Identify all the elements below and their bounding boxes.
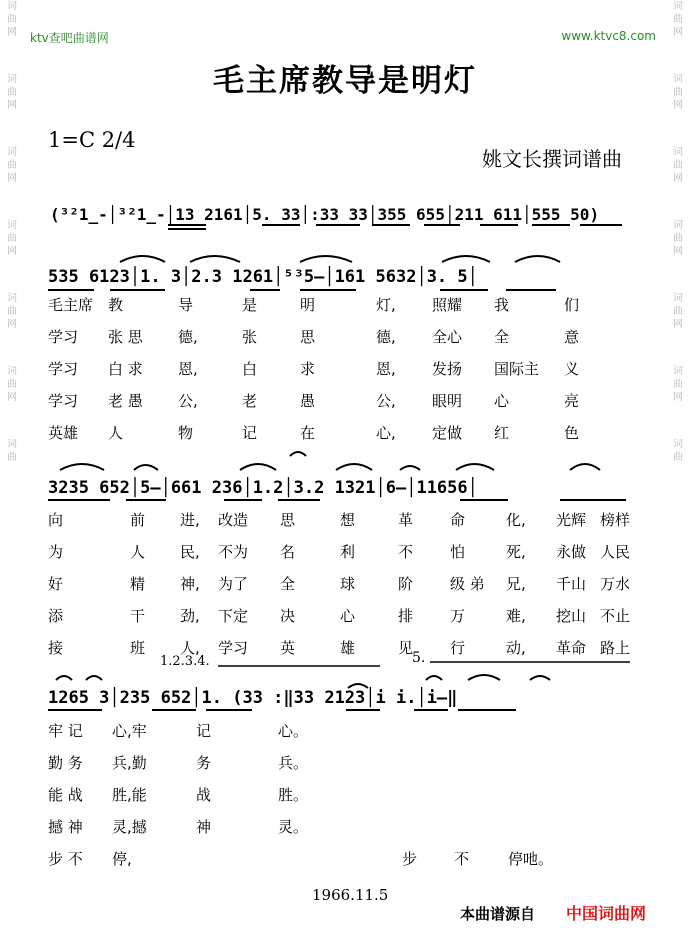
lyric-syllable: 添 [48, 607, 64, 625]
lyric-syllable: 神, [180, 575, 200, 593]
lyric-syllable: 不止 [600, 607, 631, 625]
lyric-syllable: 球 [340, 575, 356, 593]
lyric-syllable: 兵,勤 [112, 754, 147, 772]
watermark-char: 词 [673, 74, 683, 85]
lyric-syllable: 下定 [218, 607, 249, 625]
lyric-syllable: 英 [280, 639, 296, 657]
lyric-syllable: 步 不 [48, 850, 83, 868]
lyric-syllable: 利 [340, 543, 356, 561]
lyric-syllable: 恩, [376, 360, 396, 378]
watermark-char: 曲 [673, 160, 683, 171]
lyric-syllable: 明 [300, 296, 316, 314]
lyric-syllable: 难, [506, 607, 526, 625]
lyric-syllable: 牢 记 [48, 722, 83, 740]
watermark-char: 词 [673, 366, 683, 377]
key-time-signature: 1=C 2/4 [48, 128, 136, 152]
lyric-syllable: 全 [280, 575, 296, 593]
watermark-char: 词 [7, 220, 17, 231]
lyric-syllable: 心,牢 [112, 722, 147, 740]
lyric-syllable: 公, [376, 392, 396, 410]
lyric-syllable: 阶 [398, 575, 414, 593]
lyric-syllable: 神 [196, 818, 212, 836]
lyric-syllable: 胜,能 [112, 786, 147, 804]
lyric-syllable: 定做 [432, 424, 463, 442]
watermark-char: 网 [7, 392, 17, 403]
watermark-char: 词 [673, 439, 683, 450]
lyric-syllable: 学习 [48, 328, 79, 346]
lyric-syllable: 万 [450, 607, 466, 625]
watermark-char: 词 [7, 74, 17, 85]
lyric-syllable: 灵,撼 [112, 818, 147, 836]
watermark-char: 曲 [7, 306, 17, 317]
lyric-syllable: 命 [450, 511, 466, 529]
lyric-syllable: 意 [564, 328, 580, 346]
lyric-syllable: 白 [242, 360, 258, 378]
lyric-syllable: 死, [506, 543, 526, 561]
lyric-syllable: 灵。 [278, 818, 309, 836]
lyric-syllable: 老 愚 [108, 392, 143, 410]
lyric-syllable: 化, [506, 511, 526, 529]
watermark-char: 曲 [673, 306, 683, 317]
site-name-left[interactable]: ktv查吧曲谱网 [30, 31, 109, 45]
lyric-syllable: 人民 [600, 543, 631, 561]
lyric-syllable: 导 [178, 296, 194, 314]
lyric-syllable: 为了 [218, 575, 249, 593]
lyric-syllable: 心。 [278, 722, 309, 740]
lyric-syllable: 好 [48, 575, 64, 593]
lyric-syllable: 战 [196, 786, 212, 804]
lyric-syllable: 记 [196, 722, 212, 740]
lyric-syllable: 排 [398, 607, 414, 625]
lyric-syllable: 英雄 [48, 424, 79, 442]
watermark-char: 网 [7, 319, 17, 330]
author-credit: 姚文长撰词谱曲 [482, 147, 622, 171]
watermark-char: 曲 [7, 452, 17, 463]
lyric-syllable: 心 [494, 392, 510, 410]
lyric-syllable: 班 [130, 639, 146, 657]
watermark-char: 词 [7, 366, 17, 377]
lyric-syllable: 人, [180, 639, 200, 657]
lyric-syllable: 人 [130, 543, 146, 561]
lyric-syllable: 永做 [556, 543, 587, 561]
lyric-syllable: 白 求 [108, 360, 143, 378]
watermark-char: 词 [673, 1, 683, 12]
lyric-syllable: 路上 [600, 639, 631, 657]
lyric-syllable: 向 [48, 511, 64, 529]
lyric-syllable: 人 [108, 424, 124, 442]
watermark-char: 曲 [673, 14, 683, 25]
notation-intro: (³²1̲-│³²1̲-│13 2161│5. 33│:33 33│355 655│211 611│555 50) [50, 205, 600, 224]
lyric-syllable: 勤 务 [48, 754, 83, 772]
lyric-syllable: 挖山 [556, 607, 587, 625]
watermark-char: 曲 [673, 87, 683, 98]
watermark-char: 网 [7, 100, 17, 111]
lyric-syllable: 榜样 [600, 511, 631, 529]
lyric-syllable: 学习 [48, 360, 79, 378]
lyric-syllable: 老 [242, 392, 258, 410]
lyric-syllable: 记 [242, 424, 258, 442]
lyric-syllable: 行 [450, 639, 466, 657]
site-url-right[interactable]: www.ktvc8.com [561, 29, 656, 43]
watermark-char: 词 [673, 147, 683, 158]
watermark-char: 曲 [7, 233, 17, 244]
watermark-char: 网 [673, 392, 683, 403]
notation-row-3: 1265 3│235 652│1. (33 :‖33 2123│i i.│i—‖ [48, 688, 458, 708]
lyric-syllable: 级 弟 [450, 575, 485, 593]
lyric-syllable: 们 [564, 296, 580, 314]
lyric-syllable: 为 [48, 543, 64, 561]
lyric-syllable: 思 [300, 328, 316, 346]
volta-second: 5. [412, 650, 426, 666]
lyric-syllable: 名 [280, 543, 296, 561]
watermark-char: 词 [7, 439, 17, 450]
lyric-syllable: 公, [178, 392, 198, 410]
watermark-char: 词 [7, 293, 17, 304]
lyric-syllable: 德, [376, 328, 396, 346]
lyric-syllable: 红 [494, 424, 510, 442]
watermark-char: 曲 [7, 87, 17, 98]
lyric-syllable: 不 [398, 543, 414, 561]
watermark-char: 词 [7, 147, 17, 158]
song-title: 毛主席教导是明灯 [213, 63, 477, 99]
lyric-syllable: 光辉 [556, 511, 587, 529]
lyric-syllable: 万水 [600, 575, 631, 593]
watermark-char: 曲 [673, 379, 683, 390]
watermark-char: 曲 [7, 160, 17, 171]
lyric-syllable: 革 [398, 511, 414, 529]
lyric-syllable: 接 [48, 639, 64, 657]
lyric-syllable: 前 [130, 511, 146, 529]
volta-first: 1.2.3.4. [160, 654, 210, 669]
lyric-syllable: 教 [108, 296, 124, 314]
lyric-syllable: 务 [196, 754, 212, 772]
notation-row-1: 535 6123│1. 3│2.3 1261│⁵³5—│161 5632│3. 5│ [48, 267, 478, 287]
watermark-char: 曲 [7, 14, 17, 25]
watermark-char: 词 [673, 293, 683, 304]
lyric-syllable: 学习 [218, 639, 249, 657]
lyric-syllable: 色 [564, 424, 580, 442]
lyric-syllable: 国际主 [494, 360, 540, 378]
watermark-char: 网 [673, 246, 683, 257]
lyric-syllable: 照耀 [432, 296, 463, 314]
lyric-syllable: 思 [280, 511, 296, 529]
lyric-syllable: 不 [454, 850, 470, 868]
lyric-syllable: 停, [112, 850, 132, 868]
lyric-syllable: 在 [300, 424, 316, 442]
lyric-syllable: 干 [130, 607, 146, 625]
lyric-syllable: 是 [242, 296, 258, 314]
lyric-syllable: 不为 [218, 543, 249, 561]
lyric-syllable: 停吔。 [508, 850, 554, 868]
lyric-syllable: 千山 [556, 575, 587, 593]
lyric-syllable: 全 [494, 328, 510, 346]
composition-date: 1966.11.5 [312, 886, 389, 904]
source-brand-link[interactable]: 中国词曲网 [566, 904, 647, 923]
lyric-syllable: 革命 [556, 639, 587, 657]
lyric-syllable: 恩, [178, 360, 198, 378]
lyric-syllable: 毛主席 [48, 296, 94, 314]
lyric-syllable: 眼明 [432, 392, 463, 410]
lyric-syllable: 进, [180, 511, 200, 529]
lyric-syllable: 能 战 [48, 786, 83, 804]
lyric-syllable: 德, [178, 328, 198, 346]
lyric-syllable: 物 [178, 424, 194, 442]
lyric-syllable: 愚 [300, 392, 316, 410]
watermark-char: 网 [7, 246, 17, 257]
lyric-syllable: 义 [564, 360, 580, 378]
lyric-syllable: 兄, [506, 575, 526, 593]
lyric-syllable: 胜。 [278, 786, 309, 804]
watermark-char: 网 [673, 100, 683, 111]
lyric-syllable: 决 [280, 607, 296, 625]
lyric-syllable: 雄 [340, 639, 356, 657]
lyric-syllable: 步 [402, 850, 418, 868]
watermark-char: 网 [673, 319, 683, 330]
lyric-syllable: 张 思 [108, 328, 143, 346]
lyric-syllable: 张 [242, 328, 258, 346]
lyric-syllable: 改造 [218, 511, 249, 529]
watermark-char: 网 [7, 173, 17, 184]
watermark-char: 曲 [673, 452, 683, 463]
lyric-syllable: 发扬 [432, 360, 463, 378]
lyric-syllable: 劲, [180, 607, 200, 625]
source-label: 本曲谱源自 [460, 905, 536, 923]
watermark-char: 曲 [673, 233, 683, 244]
lyric-syllable: 兵。 [278, 754, 309, 772]
lyric-syllable: 全心 [432, 328, 463, 346]
watermark-char: 网 [673, 27, 683, 38]
lyric-syllable: 亮 [564, 392, 580, 410]
lyric-syllable: 心 [340, 607, 356, 625]
watermark-char: 曲 [7, 379, 17, 390]
lyric-syllable: 怕 [450, 543, 466, 561]
lyric-syllable: 求 [300, 360, 316, 378]
watermark-char: 网 [7, 27, 17, 38]
lyric-syllable: 我 [494, 296, 510, 314]
lyric-syllable: 民, [180, 543, 200, 561]
lyric-syllable: 精 [130, 575, 146, 593]
lyric-syllable: 见 [398, 639, 414, 657]
lyric-syllable: 学习 [48, 392, 79, 410]
lyric-syllable: 动, [506, 639, 526, 657]
watermark-char: 词 [673, 220, 683, 231]
lyric-syllable: 灯, [376, 296, 396, 314]
watermark-char: 词 [7, 1, 17, 12]
watermark-char: 网 [673, 173, 683, 184]
lyric-syllable: 心, [376, 424, 396, 442]
notation-row-2: 3235 652│5—│661 236│1.2│3.2 1321│6—│11656│ [48, 478, 478, 498]
lyric-syllable: 想 [340, 511, 356, 529]
lyric-syllable: 撼 神 [48, 818, 83, 836]
